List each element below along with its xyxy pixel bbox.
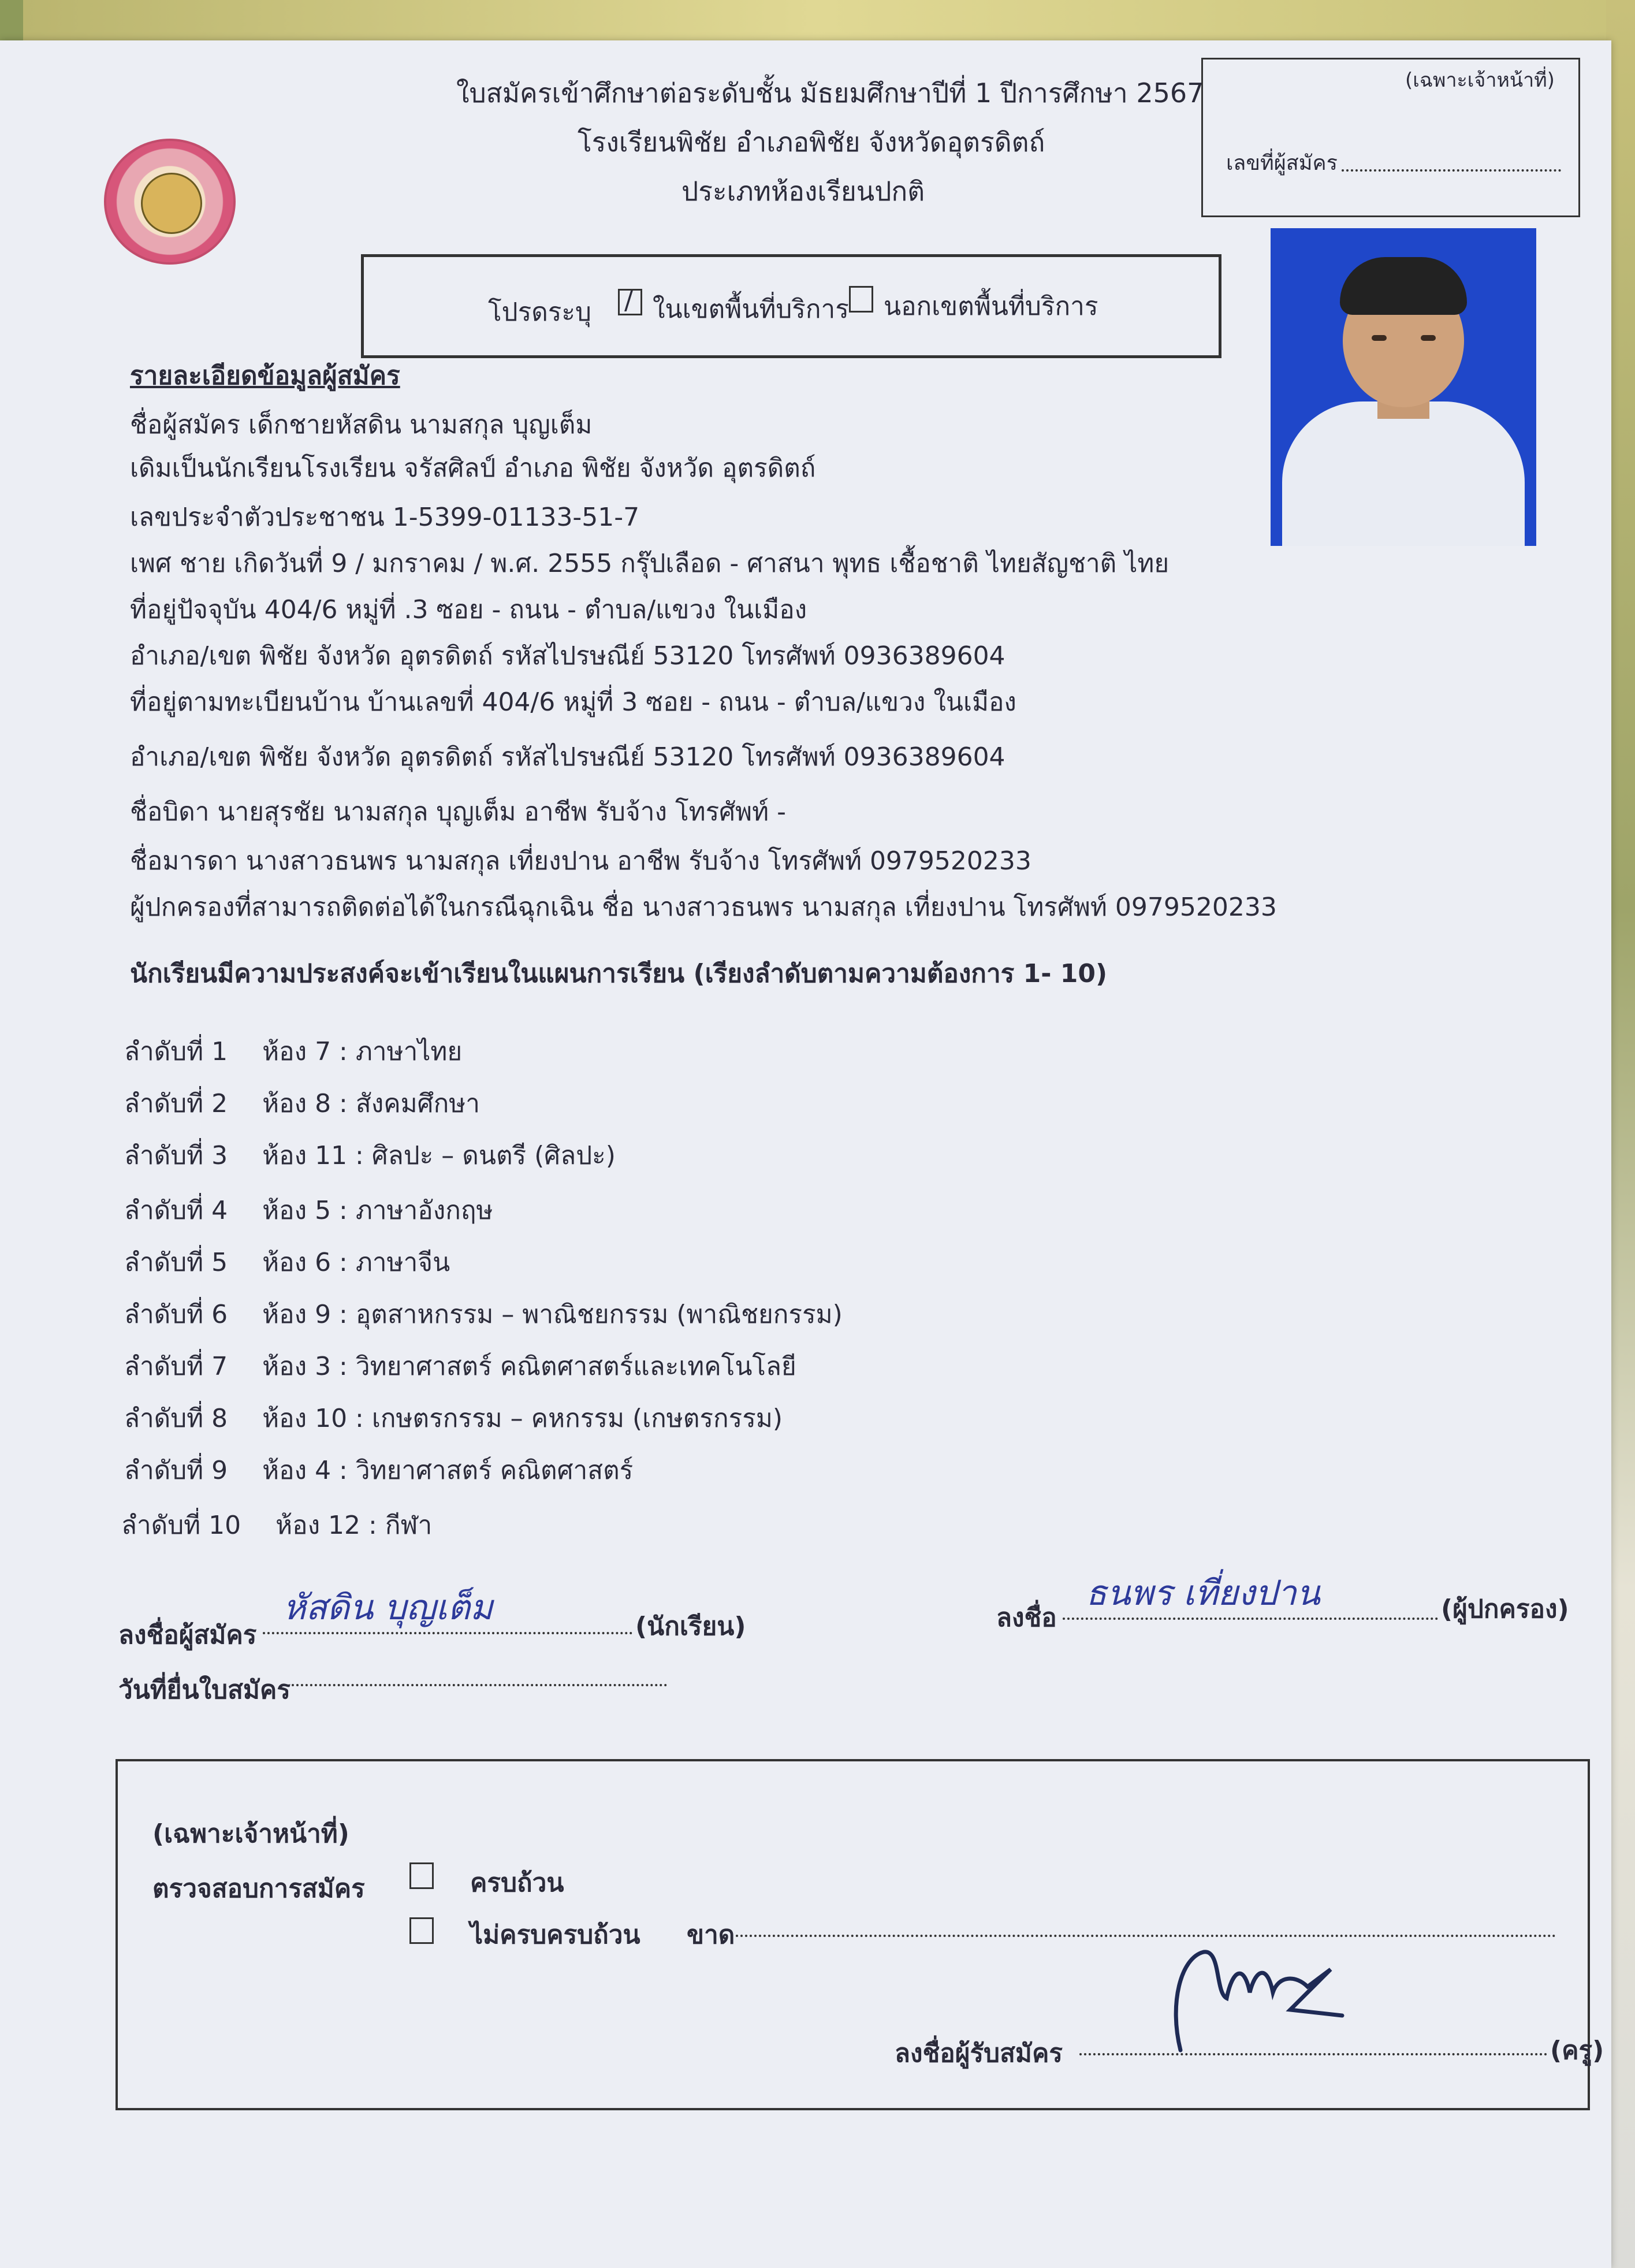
detail-line-district: อำเภอ/เขต พิชัย จังหวัด อุตรดิตถ์ รหัสไปรษณีย์ 53120 โทรศัพท์ 0936389604 bbox=[130, 641, 1005, 671]
photo-eye bbox=[1372, 335, 1387, 341]
plan-item: ลำดับที่ 2 ห้อง 8 : สังคมศึกษา bbox=[124, 1089, 480, 1118]
plan-item: ลำดับที่ 3 ห้อง 11 : ศิลปะ – ดนตรี (ศิลปะ) bbox=[124, 1141, 616, 1170]
detail-line-name: ชื่อผู้สมัคร เด็กชายหัสดิน นามสกุล บุญเต็ม bbox=[130, 410, 593, 440]
plan-item: ลำดับที่ 5 ห้อง 6 : ภาษาจีน bbox=[124, 1248, 450, 1277]
parent-signature: ธนพร เที่ยงปาน bbox=[1086, 1573, 1320, 1613]
incomplete-label: ไม่ครบครบถ้วน bbox=[470, 1920, 640, 1950]
plan-heading: นักเรียนมีความประสงค์จะเข้าเรียนในแผนการเรียน (เรียงลำดับตามความต้องการ 1- 10) bbox=[130, 959, 1108, 988]
date-label: วันที่ยื่นใบสมัคร bbox=[118, 1675, 290, 1705]
detail-line-mother: ชื่อมารดา นางสาวธนพร นามสกุล เที่ยงปาน อาชีพ รับจ้าง โทรศัพท์ 0979520233 bbox=[130, 846, 1031, 876]
details-heading: รายละเอียดข้อมูลผู้สมัคร bbox=[130, 361, 400, 391]
applicant-photo bbox=[1271, 228, 1536, 546]
parent-sign-suffix: (ผู้ปกครอง) bbox=[1441, 1594, 1569, 1624]
detail-line-father: ชื่อบิดา นายสุรชัย นามสกุล บุญเต็ม อาชีพ รับจ้าง โทรศัพท์ - bbox=[130, 797, 787, 827]
plan-item: ลำดับที่ 4 ห้อง 5 : ภาษาอังกฤษ bbox=[124, 1196, 493, 1225]
receiver-sign-label: ลงชื่อผู้รับสมัคร bbox=[895, 2039, 1063, 2068]
detail-line-personal: เพศ ชาย เกิดวันที่ 9 / มกราคม / พ.ศ. 2555 กรุ๊ปเลือด - ศาสนา พุทธ เชื้อชาติ ไทยสัญชาติ ไทย bbox=[130, 549, 1170, 578]
missing-field[interactable] bbox=[736, 1935, 1556, 1937]
plan-item: ลำดับที่ 7 ห้อง 3 : วิทยาศาสตร์ คณิตศาสตร์และเทคโนโลยี bbox=[124, 1352, 796, 1381]
in-area-checkbox[interactable] bbox=[618, 286, 642, 315]
office-use-title: (เฉพาะเจ้าหน้าที่) bbox=[1405, 69, 1555, 92]
form-title: ใบสมัครเข้าศึกษาต่อระดับชั้น มัธยมศึกษาปีที่ 1 ปีการศึกษา 2567 bbox=[456, 77, 1204, 109]
incomplete-checkbox[interactable] bbox=[409, 1917, 434, 1944]
applicant-sign-suffix: (นักเรียน) bbox=[635, 1612, 746, 1641]
applicant-signature: หัสดิน บุญเต็ม bbox=[283, 1587, 493, 1628]
logo-emblem-icon bbox=[141, 173, 202, 234]
detail-line-guardian: ผู้ปกครองที่สามารถติดต่อได้ในกรณีฉุกเฉิน ชื่อ นางสาวธนพร นามสกุล เที่ยงปาน โทรศัพท์ 0979520233 bbox=[130, 893, 1277, 922]
missing-label: ขาด bbox=[687, 1920, 735, 1950]
official-use-box bbox=[116, 1759, 1604, 2110]
out-area-checkbox[interactable] bbox=[849, 286, 873, 313]
detail-line-house-reg: ที่อยู่ตามทะเบียนบ้าน บ้านเลขที่ 404/6 หมู่ที่ 3 ซอย - ถนน - ตำบล/แขวง ในเมือง bbox=[130, 687, 1016, 717]
background-top bbox=[0, 0, 1635, 40]
applicant-number-label: เลขที่ผู้สมัคร bbox=[1226, 151, 1338, 175]
plan-item: ลำดับที่ 6 ห้อง 9 : อุตสาหกรรม – พาณิชยกรรม (พาณิชยกรรม) bbox=[124, 1300, 843, 1329]
plan-item: ลำดับที่ 1 ห้อง 7 : ภาษาไทย bbox=[124, 1037, 463, 1066]
in-area-mark: / bbox=[624, 286, 633, 315]
complete-label: ครบถ้วน bbox=[470, 1868, 564, 1898]
check-label: ตรวจสอบการสมัคร bbox=[152, 1874, 365, 1903]
photo-shirt bbox=[1282, 401, 1525, 546]
school-line: โรงเรียนพิชัย อำเภอพิชัย จังหวัดอุตรดิตถ์ bbox=[578, 127, 1045, 158]
receiver-signature bbox=[1157, 1935, 1354, 2068]
applicant-number-field[interactable] bbox=[1342, 169, 1561, 172]
receiver-sign-suffix: (ครู) bbox=[1550, 2036, 1604, 2065]
applicant-sign-label: ลงชื่อผู้สมัคร bbox=[118, 1620, 257, 1650]
school-logo bbox=[104, 139, 236, 265]
official-title: (เฉพาะเจ้าหน้าที่) bbox=[152, 1819, 349, 1849]
photo-eye bbox=[1421, 335, 1436, 341]
detail-line-address: ที่อยู่ปัจจุบัน 404/6 หมู่ที่ .3 ซอย - ถนน - ตำบล/แขวง ในเมือง bbox=[130, 595, 807, 624]
class-type: ประเภทห้องเรียนปกติ bbox=[681, 176, 925, 207]
in-area-label: ในเขตพื้นที่บริการ bbox=[653, 295, 849, 324]
office-use-box bbox=[1201, 58, 1580, 217]
plan-item: ลำดับที่ 10 ห้อง 12 : กีฬา bbox=[121, 1511, 433, 1540]
application-form bbox=[0, 40, 1611, 2268]
detail-line-school: เดิมเป็นนักเรียนโรงเรียน จรัสศิลป์ อำเภอ พิชัย จังหวัด อุตรดิตถ์ bbox=[130, 453, 816, 483]
photo-hair bbox=[1340, 257, 1467, 315]
parent-sign-label: ลงชื่อ bbox=[996, 1603, 1057, 1633]
out-area-label: นอกเขตพื้นที่บริการ bbox=[884, 292, 1098, 321]
detail-line-reg-district: อำเภอ/เขต พิชัย จังหวัด อุตรดิตถ์ รหัสไปรษณีย์ 53120 โทรศัพท์ 0936389604 bbox=[130, 742, 1005, 772]
plan-item: ลำดับที่ 8 ห้อง 10 : เกษตรกรรม – คหกรรม (เกษตรกรรม) bbox=[124, 1404, 783, 1433]
date-field[interactable] bbox=[292, 1684, 667, 1686]
plan-item: ลำดับที่ 9 ห้อง 4 : วิทยาศาสตร์ คณิตศาสตร์ bbox=[124, 1456, 634, 1485]
area-spec-label: โปรดระบุ bbox=[488, 298, 591, 327]
area-spec-box bbox=[361, 254, 1221, 358]
complete-checkbox[interactable] bbox=[409, 1862, 434, 1889]
detail-line-id: เลขประจำตัวประชาชน 1-5399-01133-51-7 bbox=[130, 503, 640, 532]
